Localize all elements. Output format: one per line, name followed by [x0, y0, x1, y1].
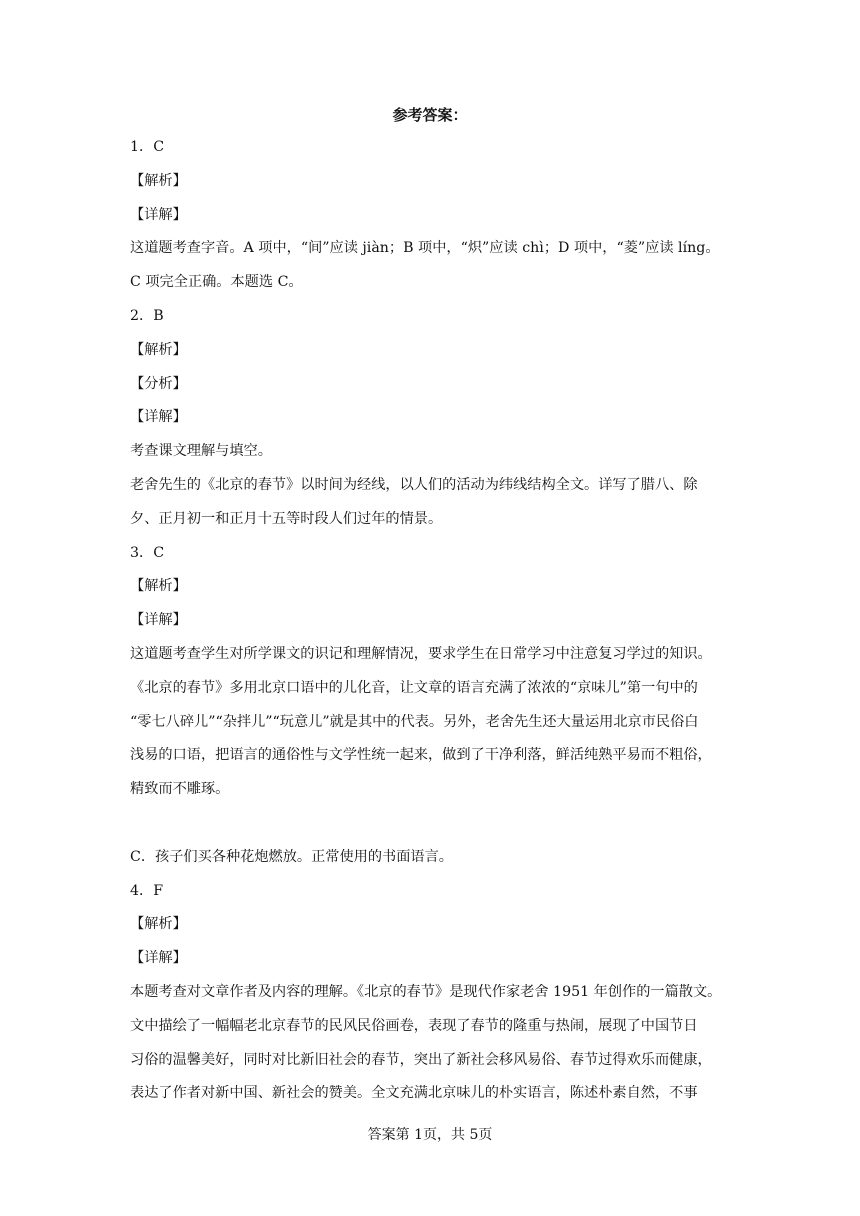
text-line: 4．F [130, 882, 164, 899]
text-line: 精致而不雕琢。 [130, 781, 230, 798]
text-line: 【解析】 [130, 172, 187, 189]
text-line: C 项完全正确。本题选 C。 [130, 274, 303, 291]
text-line: “零七八碎儿”“杂拌儿”“玩意儿”就是其中的代表。另外，老舍先生还大量运用北京市民俗白 [130, 713, 699, 730]
page-footer: 答案第 1页，共 5页 [367, 1127, 493, 1143]
text-line: 【详解】 [130, 206, 187, 223]
text-line: 【解析】 [130, 916, 187, 933]
text-line: 老舍先生的《北京的春节》以时间为经线，以人们的活动为纬线结构全文。详写了腊八、除 [130, 476, 698, 493]
text-line: 【详解】 [130, 950, 187, 967]
text-line: C．孩子们买各种花炮燃放。正常使用的书面语言。 [130, 848, 453, 865]
text-line: 考查课文理解与填空。 [130, 443, 272, 460]
text-line: 文中描绘了一幅幅老北京春节的民风民俗画卷，表现了春节的隆重与热闹，展现了中国节日 [130, 1017, 698, 1034]
text-line: 【分析】 [130, 375, 187, 392]
text-line: 【解析】 [130, 578, 187, 595]
text-line: 习俗的温馨美好，同时对比新旧社会的春节，突出了新社会移风易俗、春节过得欢乐而健康， [130, 1051, 712, 1068]
text-line: 2．B [130, 307, 164, 324]
text-line: 这道题考查学生对所学课文的识记和理解情况，要求学生在日常学习中注意复习学过的知识。 [130, 645, 712, 662]
text-line: 浅易的口语，把语言的通俗性与文学性统一起来，做到了干净利落，鲜活纯熟平易而不粗俗， [130, 747, 712, 764]
answer-content [130, 131, 740, 1111]
page-title: 参考答案： [392, 106, 468, 124]
text-line: 【解析】 [130, 341, 187, 358]
text-line: 【详解】 [130, 409, 187, 426]
text-line: 3．C [130, 544, 165, 561]
text-line: 表达了作者对新中国、新社会的赞美。全文充满北京味儿的朴实语言，陈述朴素自然，不事 [130, 1085, 698, 1102]
text-line: 这道题考查字音。A 项中，“间”应读 jiàn；B 项中，“炽”应读 chì；D 项中，“菱”应读 líng。 [130, 240, 720, 257]
text-line: 夕、正月初一和正月十五等时段人们过年的情景。 [130, 510, 443, 527]
text-line: 《北京的春节》多用北京口语中的儿化音，让文章的语言充满了浓浓的“京味儿”第一句中的 [130, 679, 698, 696]
text-line: 【详解】 [130, 612, 187, 629]
text-line [130, 807, 740, 841]
text-line: 1．C [130, 139, 165, 155]
text-line: 本题考查对文章作者及内容的理解。《北京的春节》是现代作家老舍 1951 年创作的一篇散文。 [130, 983, 722, 1000]
